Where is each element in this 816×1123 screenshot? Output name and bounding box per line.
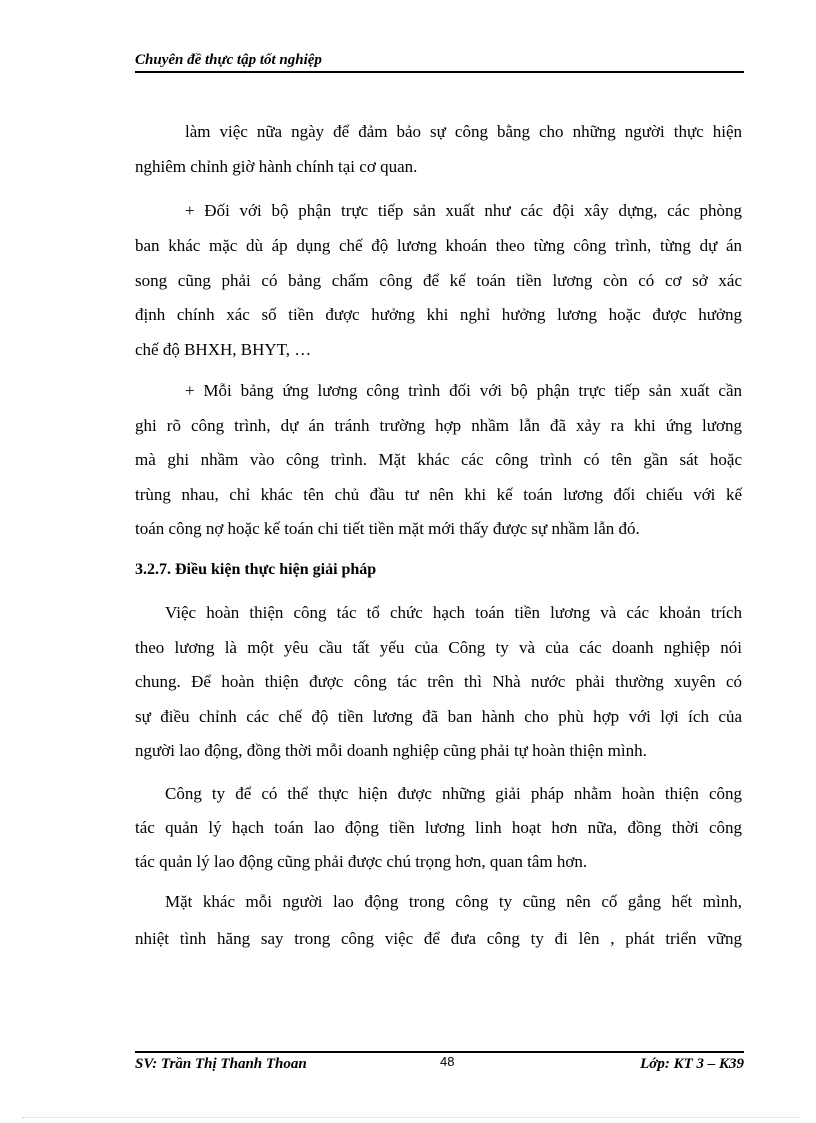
header-title: Chuyên đề thực tập tốt nghiệp — [135, 52, 322, 68]
body-line: toán công nợ hoặc kế toán chi tiết tiền mặt mới thấy được sự nhầm lẫn đó. — [135, 519, 640, 538]
body-line: + Mỗi bảng ứng lương công trình đối với bộ phận trực tiếp sản xuất cần — [185, 381, 742, 400]
body-line: song cũng phải có bảng chấm công để kế toán tiền lương còn có cơ sở xác — [135, 271, 742, 290]
body-line: sự điều chỉnh các chế độ tiền lương đã ban hành cho phù hợp với lợi ích của — [135, 707, 742, 726]
body-line: nhiệt tình hăng say trong công việc để đưa công ty đi lên , phát triển vững — [135, 929, 742, 948]
page-footer — [135, 1051, 744, 1077]
body-line: chế độ BHXH, BHYT, … — [135, 340, 312, 359]
footer-class: Lớp: KT 3 – K39 — [640, 1056, 744, 1072]
body-line: nghiêm chỉnh giờ hành chính tại cơ quan. — [135, 157, 418, 176]
body-line: ban khác mặc dù áp dụng chế độ lương khoán theo từng công trình, từng dự án — [135, 236, 742, 255]
body-line: Mặt khác mỗi người lao động trong công ty cũng nên cố gắng hết mình, — [165, 892, 742, 911]
body-line: làm việc nữa ngày để đảm bảo sự công bằng cho những người thực hiện — [185, 122, 742, 141]
body-line: ghi rõ công trình, dự án tránh trường hợp nhầm lẫn đã xảy ra khi ứng lương — [135, 416, 742, 435]
page-header — [135, 48, 744, 73]
body-line: định chính xác số tiền được hưởng khi nghỉ hưởng lương hoặc được hưởng — [135, 305, 742, 324]
body-line: tác quản lý lao động cũng phải được chú trọng hơn, quan tâm hơn. — [135, 852, 588, 871]
footer-student-name: SV: Trần Thị Thanh Thoan — [135, 1056, 307, 1072]
body-line: Việc hoàn thiện công tác tổ chức hạch toán tiền lương và các khoản trích — [165, 603, 742, 622]
body-line: Công ty để có thể thực hiện được những giải pháp nhằm hoàn thiện công — [165, 784, 742, 803]
body-line: tác quản lý hạch toán lao động tiền lương linh hoạt hơn nữa, đồng thời công — [135, 818, 742, 837]
page-number: 48 — [440, 1054, 455, 1069]
body-line: chung. Để hoàn thiện được công tác trên thì Nhà nước phải thường xuyên có — [135, 672, 742, 691]
page-edge-divider — [22, 1117, 800, 1118]
body-line: + Đối với bộ phận trực tiếp sản xuất như các đội xây dựng, các phòng — [185, 201, 742, 220]
body-line: trùng nhau, chỉ khác tên chủ đầu tư nên khi kế toán lương đối chiếu với kế — [135, 485, 742, 504]
body-line: mà ghi nhầm vào công trình. Mặt khác các công trình có tên gần sát hoặc — [135, 450, 742, 469]
body-line: người lao động, đồng thời mỗi doanh nghiệp cũng phải tự hoàn thiện mình. — [135, 741, 647, 760]
section-heading: 3.2.7. Điều kiện thực hiện giải pháp — [135, 561, 377, 578]
body-line: theo lương là một yêu cầu tất yếu của Công ty và của các doanh nghiệp nói — [135, 638, 742, 657]
